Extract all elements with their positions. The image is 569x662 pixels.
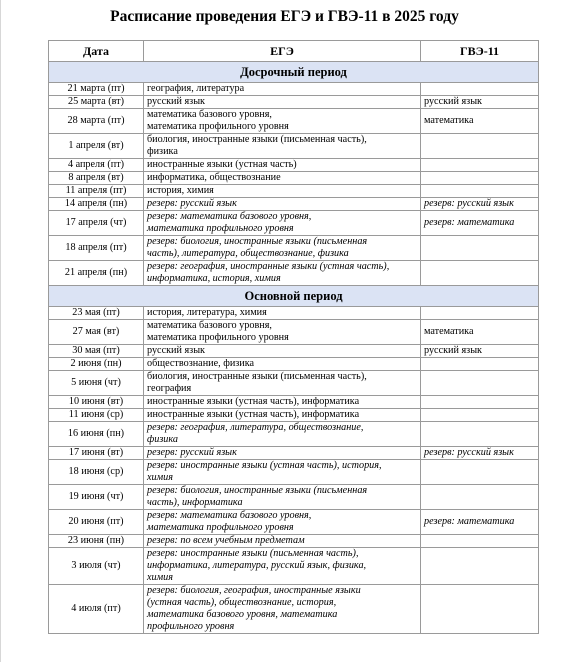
- ege-cell: [144, 535, 421, 548]
- date-cell: 18 апреля (пт): [49, 236, 144, 261]
- date-cell: 8 апреля (вт): [49, 172, 144, 185]
- gve-cell: [421, 261, 539, 286]
- date-cell: 11 апреля (пт): [49, 185, 144, 198]
- ege-line: математика базового уровня,: [147, 320, 272, 331]
- date-cell: 2 июня (пн): [49, 358, 144, 371]
- ege-cell: [144, 396, 421, 409]
- table-row: [49, 159, 539, 172]
- gve-cell: [421, 485, 539, 510]
- ege-cell: [144, 422, 421, 447]
- ege-cell: [144, 109, 421, 134]
- ege-cell: [144, 211, 421, 236]
- table-row: [49, 185, 539, 198]
- ege-cell: [144, 236, 421, 261]
- ege-cell: [144, 134, 421, 159]
- gve-cell: [421, 409, 539, 422]
- table-row: [49, 172, 539, 185]
- ege-line: резерв: русский язык: [147, 447, 237, 458]
- ege-line: обществознание, физика: [147, 358, 255, 369]
- column-header-ege: ЕГЭ: [144, 41, 421, 62]
- date-cell: 4 июля (пт): [49, 585, 144, 634]
- date-cell: 30 мая (пт): [49, 345, 144, 358]
- date-cell: 21 марта (пт): [49, 83, 144, 96]
- ege-line: информатика, обществознание: [147, 172, 281, 183]
- table-row: [49, 409, 539, 422]
- date-cell: 16 июня (пн): [49, 422, 144, 447]
- ege-line: профильного уровня: [147, 621, 235, 632]
- gve-cell: [421, 159, 539, 172]
- ege-line: математика профильного уровня: [147, 522, 294, 533]
- date-cell: 4 апреля (пт): [49, 159, 144, 172]
- table-row: [49, 236, 539, 261]
- table-row: [49, 510, 539, 535]
- ege-line: резерв: география, литература, обществознание,: [147, 422, 364, 433]
- ege-line: математика профильного уровня: [147, 332, 289, 343]
- column-header-date: Дата: [49, 41, 144, 62]
- ege-cell: [144, 172, 421, 185]
- date-cell: 21 апреля (пн): [49, 261, 144, 286]
- ege-cell: [144, 447, 421, 460]
- table-row: [49, 320, 539, 345]
- ege-line: математика профильного уровня: [147, 223, 294, 234]
- page-left-edge: [0, 0, 1, 662]
- date-cell: 11 июня (ср): [49, 409, 144, 422]
- table-row: [49, 485, 539, 510]
- ege-line: история, литература, химия: [147, 307, 267, 318]
- table-header-row: [49, 41, 539, 62]
- table-row: [49, 211, 539, 236]
- ege-cell: [144, 198, 421, 211]
- ege-line: резерв: биология, иностранные языки (письменная: [147, 236, 368, 247]
- ege-cell: [144, 548, 421, 585]
- section-title: Досрочный период: [49, 62, 539, 83]
- table-row: [49, 396, 539, 409]
- ege-cell: [144, 585, 421, 634]
- ege-line: резерв: география, иностранные языки (устная часть),: [147, 261, 390, 272]
- page-title: Расписание проведения ЕГЭ и ГВЭ-11 в 2025 году: [110, 8, 459, 25]
- ege-line: математика базового уровня,: [147, 109, 272, 120]
- gve-cell: [421, 396, 539, 409]
- gve-cell: [421, 548, 539, 585]
- ege-line: часть), информатика: [147, 497, 243, 508]
- ege-cell: [144, 307, 421, 320]
- ege-line: резерв: иностранные языки (устная часть), история,: [147, 460, 382, 471]
- date-cell: 20 июня (пт): [49, 510, 144, 535]
- gve-cell: [421, 358, 539, 371]
- table-row: [49, 134, 539, 159]
- gve-cell: русский язык: [421, 345, 539, 358]
- date-cell: 18 июня (ср): [49, 460, 144, 485]
- date-cell: 10 июня (вт): [49, 396, 144, 409]
- table-row: [49, 535, 539, 548]
- ege-line: часть), литература, обществознание, физика: [147, 248, 349, 259]
- ege-line: история, химия: [147, 185, 214, 196]
- gve-cell: [421, 535, 539, 548]
- date-cell: 23 июня (пн): [49, 535, 144, 548]
- ege-cell: [144, 371, 421, 396]
- gve-cell: [421, 307, 539, 320]
- table-row: [49, 109, 539, 134]
- ege-line: резерв: математика базового уровня,: [147, 510, 312, 521]
- gve-cell: резерв: математика: [421, 211, 539, 236]
- table-row: [49, 460, 539, 485]
- gve-cell: [421, 460, 539, 485]
- ege-line: математика профильного уровня: [147, 121, 289, 132]
- ege-cell: [144, 83, 421, 96]
- gve-cell: [421, 585, 539, 634]
- gve-cell: [421, 172, 539, 185]
- table-row: [49, 358, 539, 371]
- table-row: [49, 307, 539, 320]
- column-header-gve: ГВЭ-11: [421, 41, 539, 62]
- date-cell: 14 апреля (пн): [49, 198, 144, 211]
- schedule-body: [49, 62, 539, 634]
- ege-line: физика: [147, 146, 178, 157]
- ege-line: иностранные языки (устная часть): [147, 159, 297, 170]
- table-row: [49, 261, 539, 286]
- gve-cell: [421, 185, 539, 198]
- ege-line: резерв: биология, география, иностранные языки: [147, 585, 361, 596]
- ege-line: биология, иностранные языки (письменная часть),: [147, 134, 367, 145]
- ege-cell: [144, 96, 421, 109]
- gve-cell: резерв: русский язык: [421, 198, 539, 211]
- ege-line: биология, иностранные языки (письменная часть),: [147, 371, 367, 382]
- ege-line: резерв: математика базового уровня,: [147, 211, 312, 222]
- ege-cell: [144, 159, 421, 172]
- ege-cell: [144, 320, 421, 345]
- ege-line: русский язык: [147, 96, 206, 107]
- ege-line: химия: [147, 572, 173, 583]
- ege-line: география, литература: [147, 83, 245, 94]
- table-row: [49, 198, 539, 211]
- section-header-row: [49, 286, 539, 307]
- ege-cell: [144, 409, 421, 422]
- gve-cell: [421, 83, 539, 96]
- date-cell: 27 мая (вт): [49, 320, 144, 345]
- ege-line: иностранные языки (устная часть), информатика: [147, 396, 360, 407]
- gve-cell: резерв: русский язык: [421, 447, 539, 460]
- ege-line: резерв: по всем учебным предметам: [147, 535, 305, 546]
- ege-line: резерв: биология, иностранные языки (письменная: [147, 485, 368, 496]
- ege-cell: [144, 460, 421, 485]
- date-cell: 17 июня (вт): [49, 447, 144, 460]
- ege-line: химия: [147, 472, 173, 483]
- table-row: [49, 548, 539, 585]
- section-title: Основной период: [49, 286, 539, 307]
- gve-cell: [421, 236, 539, 261]
- ege-line: информатика, литература, русский язык, физика,: [147, 560, 367, 571]
- section-header-row: [49, 62, 539, 83]
- date-cell: 19 июня (чт): [49, 485, 144, 510]
- ege-cell: [144, 345, 421, 358]
- gve-cell: математика: [421, 320, 539, 345]
- table-row: [49, 447, 539, 460]
- gve-cell: [421, 134, 539, 159]
- gve-cell: резерв: математика: [421, 510, 539, 535]
- table-row: [49, 585, 539, 634]
- schedule-table: [48, 40, 539, 634]
- gve-cell: математика: [421, 109, 539, 134]
- date-cell: 17 апреля (чт): [49, 211, 144, 236]
- date-cell: 3 июля (чт): [49, 548, 144, 585]
- ege-cell: [144, 485, 421, 510]
- gve-cell: [421, 422, 539, 447]
- ege-line: иностранные языки (устная часть), информатика: [147, 409, 360, 420]
- ege-cell: [144, 185, 421, 198]
- date-cell: 28 марта (пт): [49, 109, 144, 134]
- ege-line: резерв: иностранные языки (письменная часть),: [147, 548, 359, 559]
- gve-cell: [421, 371, 539, 396]
- ege-line: география: [147, 383, 192, 394]
- table-row: [49, 345, 539, 358]
- ege-cell: [144, 261, 421, 286]
- ege-cell: [144, 510, 421, 535]
- ege-line: информатика, история, химия: [147, 273, 281, 284]
- ege-cell: [144, 358, 421, 371]
- date-cell: 25 марта (вт): [49, 96, 144, 109]
- date-cell: 5 июня (чт): [49, 371, 144, 396]
- ege-line: физика: [147, 434, 178, 445]
- ege-line: (устная часть), обществознание, история,: [147, 597, 337, 608]
- gve-cell: русский язык: [421, 96, 539, 109]
- table-row: [49, 83, 539, 96]
- table-row: [49, 422, 539, 447]
- ege-line: математика базового уровня, математика: [147, 609, 338, 620]
- date-cell: 23 мая (пт): [49, 307, 144, 320]
- date-cell: 1 апреля (вт): [49, 134, 144, 159]
- ege-line: русский язык: [147, 345, 206, 356]
- ege-line: резерв: русский язык: [147, 198, 237, 209]
- table-row: [49, 96, 539, 109]
- table-row: [49, 371, 539, 396]
